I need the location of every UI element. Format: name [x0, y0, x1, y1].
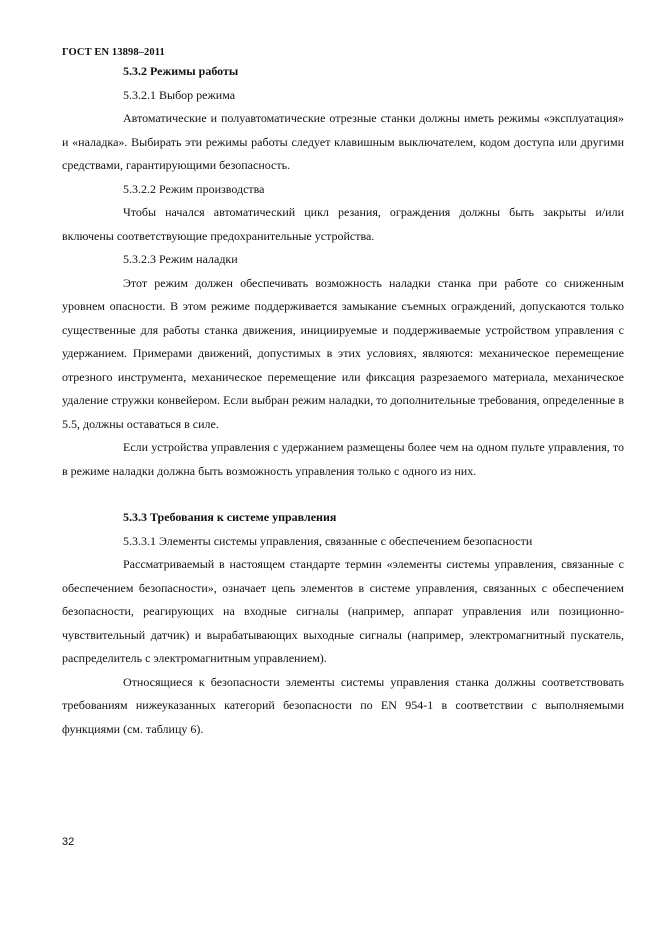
- page-number: 32: [62, 836, 75, 848]
- paragraph: Этот режим должен обеспечивать возможность наладки станка при работе со сниженным уровнем опасности. В этом режиме поддерживается замыкание съемных ограждений, допускаются только существенные для работы станка движения, инициируемые и поддерживаемые устройством управления с удержанием. Примерами движений, допустимых в этих условиях, являются: механическое перемещение отрезного инструмента, механическое перемещение или фиксация разрезаемого материала, механическое удаление стружки конвейером. Если выбран режим наладки, то дополнительные требования, определенные в 5.5, должны оставаться в силе.: [62, 275, 624, 431]
- page-content: [62, 60, 624, 741]
- subsection-title-5-3-2-3: 5.3.2.3 Режим наладки: [123, 252, 238, 266]
- subsection-title-5-3-3-1: 5.3.3.1 Элементы системы управления, связанные с обеспечением безопасности: [123, 533, 533, 548]
- paragraph: Чтобы начался автоматический цикл резания, ограждения должны быть закрыты и/или включены соответствующие предохранительные устройства.: [62, 205, 624, 243]
- document-header: ГОСТ EN 13898–2011: [62, 47, 165, 58]
- section-heading-5-3-3: 5.3.3 Требования к системе управления: [123, 510, 337, 524]
- subsection-title-5-3-2-1: 5.3.2.1 Выбор режима: [123, 87, 236, 102]
- paragraph: Автоматические и полуавтоматические отрезные станки должны иметь режимы «эксплуатация» и «наладка». Выбирать эти режимы работы следует клавишным выключателем, кодом доступа или другими средствами, гарантирующими безопасность.: [62, 111, 624, 172]
- paragraph: Относящиеся к безопасности элементы системы управления станка должны соответствовать требованиям нижеуказанных категорий безопасности по EN 954-1 в соответствии с выполняемыми функциями (см. таблицу 6).: [62, 674, 624, 736]
- paragraph: Если устройства управления с удержанием размещены более чем на одном пульте управления, то в режиме наладки должна быть возможность управления только с одного из них.: [62, 440, 624, 478]
- subsection-title-5-3-2-2: 5.3.2.2 Режим производства: [123, 181, 265, 196]
- section-heading-5-3-2: 5.3.2 Режимы работы: [123, 64, 239, 78]
- paragraph: Рассматриваемый в настоящем стандарте термин «элементы системы управления, связанные с обеспечением безопасности», означает цепь элементов в системе управления, связанных с обеспечением безопасности, реагирующих на входные сигналы (например, аппарат управления или позиционно-чувствительный датчик) и вырабатывающих выходные сигналы (например, электромагнитный пускатель, распределитель с электромагнитным управлением).: [62, 557, 624, 665]
